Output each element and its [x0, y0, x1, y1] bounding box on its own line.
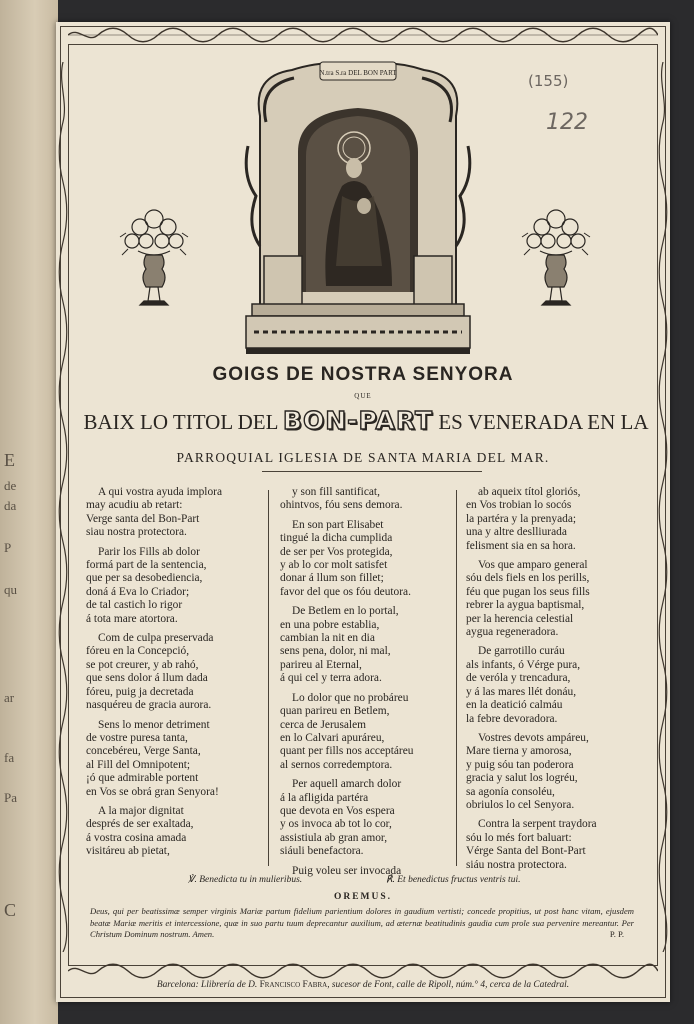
title-2-after: ES VENERADA EN LA: [438, 410, 649, 434]
verse-line: Sens lo menor detriment: [98, 718, 210, 731]
verse-line: á vostra cosina amada: [86, 831, 187, 844]
verse-line: favor del que os fóu deutora.: [280, 585, 411, 598]
verse-line: Contra la serpent traydora: [478, 818, 597, 831]
verse-line: y á las mares llét donáu,: [466, 685, 577, 698]
verse-line: de tal castich lo rigor: [86, 599, 183, 612]
pencil-annotation: (155): [528, 72, 569, 90]
verse-line: siáu nostra protectora.: [466, 858, 567, 871]
flower-vase-icon: [518, 197, 594, 315]
response: ℟. Et benedictus fructus ventris tui.: [386, 875, 521, 885]
page-fragment: P: [4, 540, 12, 555]
verse-line: gracia y salut los logréu,: [466, 772, 578, 785]
verse-line: Lo dolor que no probáreu: [292, 691, 409, 704]
top-ornament-border: [68, 26, 658, 44]
verse-line: ab aqueix títol gloriós,: [478, 486, 581, 498]
verse-line: als infants, ó Vérge pura,: [466, 658, 581, 671]
virgin-altar-engraving: [242, 56, 474, 356]
verse-line: nasquéreu de gracia aurora.: [86, 699, 212, 712]
oremus-heading: OREMUS.: [333, 892, 393, 902]
title-goigs: GOIGS DE NOSTRA SENYORA: [212, 364, 514, 385]
verse-line: sóu lo més fort baluart:: [466, 831, 572, 844]
verse-line: A qui vostra ayuda implora: [98, 486, 223, 498]
title-que: QUE: [354, 392, 372, 400]
verse-line: Verge santa del Bon-Part: [86, 512, 200, 525]
verse-line: tingué la dicha cumplida: [280, 532, 393, 545]
title-2-big: BON-PART: [282, 406, 434, 435]
verse-line: quant per fills nos acceptáreu: [280, 745, 414, 758]
verse-line: á qui cel y terra adora.: [280, 672, 382, 685]
verse-line: Vos que amparo general: [478, 559, 588, 572]
verse-line: y os invoca ab tot lo cor,: [280, 818, 392, 831]
verse-line: sa agonía consoléu,: [466, 785, 555, 798]
verse-line: la partéra y la prenyada;: [466, 512, 577, 525]
page-fragment: Pa: [4, 790, 17, 805]
verse-line: assistiula ab gran amor,: [280, 831, 388, 844]
right-ornament-border: [658, 62, 668, 952]
verse-line: aygua regeneradora.: [466, 626, 559, 639]
page-fragment: ar: [4, 690, 15, 705]
page-fragment: E: [4, 450, 15, 470]
verse-line: fóreu, puig ja decretada: [86, 685, 194, 698]
pencil-annotation: 122: [546, 110, 588, 135]
verse-line: Vostres devots ampáreu,: [478, 731, 589, 744]
verse-line: després de ser exaltada,: [86, 818, 194, 831]
imprint-after: , sucesor de Font, calle de Ripoll, núm.° 4, cerca de la Catedral.: [327, 980, 570, 990]
verse-line: que sens dolor á llum dada: [86, 672, 208, 685]
verse-line: cerca de Jerusalem: [280, 718, 367, 731]
verse-line: doná á Eva lo Criador;: [86, 585, 190, 598]
verse-line: al Fill del Omnipotent;: [86, 758, 191, 771]
verse-line: En son part Elisabet: [292, 518, 384, 531]
verse-line: de ser per Vos protegida,: [280, 545, 393, 558]
title-divider: [262, 471, 482, 472]
verse-line: Parir los Fills ab dolor: [98, 545, 200, 558]
verse-line: á la afligida partéra: [280, 791, 369, 804]
verse-line: en Vos se obrá gran Senyora!: [86, 785, 219, 798]
verse-line: una y altre deslliurada: [466, 526, 567, 539]
verse-line: De Betlem en lo portal,: [292, 605, 399, 618]
left-ornament-border: [58, 62, 68, 952]
flower-vase-icon: [116, 197, 192, 315]
verse-column-2: [280, 486, 454, 878]
page-fragment: C: [4, 900, 17, 920]
verse-line: Puig voleu ser invocada: [292, 864, 402, 877]
title-parroquial: PARROQUIAL IGLESIA DE SANTA MARIA DEL MAR.: [176, 450, 550, 465]
verse-line: la febre devoradora.: [466, 712, 558, 725]
page-fragment: qu: [4, 582, 17, 597]
verse-line: siau nostra protectora.: [86, 526, 187, 539]
verse-line: se pot creurer, y ab rahó,: [86, 658, 199, 671]
verse-line: á tota mare atortora.: [86, 612, 178, 625]
verse-line: en la deatició calmáu: [466, 699, 563, 712]
verse-line: en una pobre establia,: [280, 618, 380, 631]
verse-line: parireu al Eternal,: [280, 658, 362, 671]
page-fragment: da: [4, 498, 17, 513]
verse-line: formá part de la sentencia,: [86, 559, 207, 572]
verse-line: Com de culpa preservada: [98, 632, 214, 645]
verse-line: sóu dels fiels en los perills,: [466, 572, 590, 585]
verse-line: fóreu en la Concepció,: [86, 645, 190, 658]
title-2-before: BAIX LO TITOL DEL: [83, 410, 278, 434]
verse-line: féu que pugan los seus fills: [466, 585, 590, 598]
verse-line: que per sa desobediencia,: [86, 572, 203, 585]
verse-line: y son fill santificat,: [292, 486, 380, 498]
verse-line: y puig sóu tan poderora: [466, 758, 574, 771]
verse-line: donar á llum son fillet;: [280, 572, 384, 585]
printer-imprint: [56, 980, 670, 990]
verse-line: visitáreu ab pietat,: [86, 845, 170, 858]
verse-line: ¡ó que admirable portent: [86, 772, 199, 785]
verse-line: de veróla y trencadura,: [466, 672, 571, 685]
verse-line: ohintvos, fóu sens demora.: [280, 499, 403, 512]
goigs-sheet: [56, 22, 670, 1002]
verse-line: rebrer la aygua baptismal,: [466, 599, 585, 612]
verse-line: felisment sia en sa hora.: [466, 539, 576, 552]
column-divider: [268, 490, 269, 866]
verse-line: Vérge Santa del Bont-Part: [466, 845, 586, 858]
signature: P. P.: [609, 929, 624, 939]
verse-column-3: [466, 486, 640, 872]
verse-line: may acudiu ab retart:: [86, 499, 183, 512]
verse-line: obriulos lo cel Senyora.: [466, 798, 575, 811]
adjacent-page: [0, 0, 58, 1024]
verse-line: concebéreu, Verge Santa,: [86, 745, 201, 758]
title-bon-part: [82, 406, 650, 435]
page-fragment: fa: [4, 750, 15, 765]
column-divider: [456, 490, 457, 866]
verse-line: quan parireu en Betlem,: [280, 705, 390, 718]
verse-column-1: [86, 486, 260, 859]
latin-prayer: Deus, qui per beatissimæ semper virginis Mariæ partum fidelium parientium dolores in gaudium vertisti; concede propitius, ut post hanc vitam, ejusdem beatæ Mariæ meritis et intercessione, quæ in suo partu tuum deprecantur auxilium, ad æternæ beatitudinis gaudia cum prole sua pervenire mereantur. Per Christum Dominum nostrum. Amen.: [90, 906, 634, 939]
page-fragment: de: [4, 478, 17, 493]
verse-line: siáuli benefactora.: [280, 845, 364, 858]
imprint-name: Francisco Fabra: [259, 980, 328, 990]
verse-line: Mare tierna y amorosa,: [466, 745, 572, 758]
verse-line: en Vos trobian lo socós: [466, 499, 572, 512]
verse-line: en lo Calvari apuráreu,: [280, 731, 385, 744]
imprint-before: Barcelona: Llibrería de D.: [156, 980, 258, 990]
verse-line: cambian la nit en dia: [280, 632, 375, 645]
cartouche-text: N.tra S.ra DEL BON PART: [319, 69, 397, 77]
versicle: ℣. Benedicta tu in mulieribus.: [188, 875, 303, 885]
verse-line: que devota en Vos espera: [280, 804, 395, 817]
verse-line: sens pena, dolor, ni mal,: [280, 645, 391, 658]
verse-line: De garrotillo curáu: [478, 645, 565, 658]
bottom-ornament-border: [68, 962, 658, 980]
verse-line: Per aquell amarch dolor: [292, 778, 402, 791]
verse-line: A la major dignitat: [98, 804, 184, 817]
verse-line: per la herencia celestial: [466, 612, 574, 625]
verse-line: y ab lo cor molt satisfet: [280, 559, 388, 572]
verse-line: al sernos corredemptora.: [280, 758, 393, 771]
verse-line: de vostre puresa tanta,: [86, 731, 188, 744]
